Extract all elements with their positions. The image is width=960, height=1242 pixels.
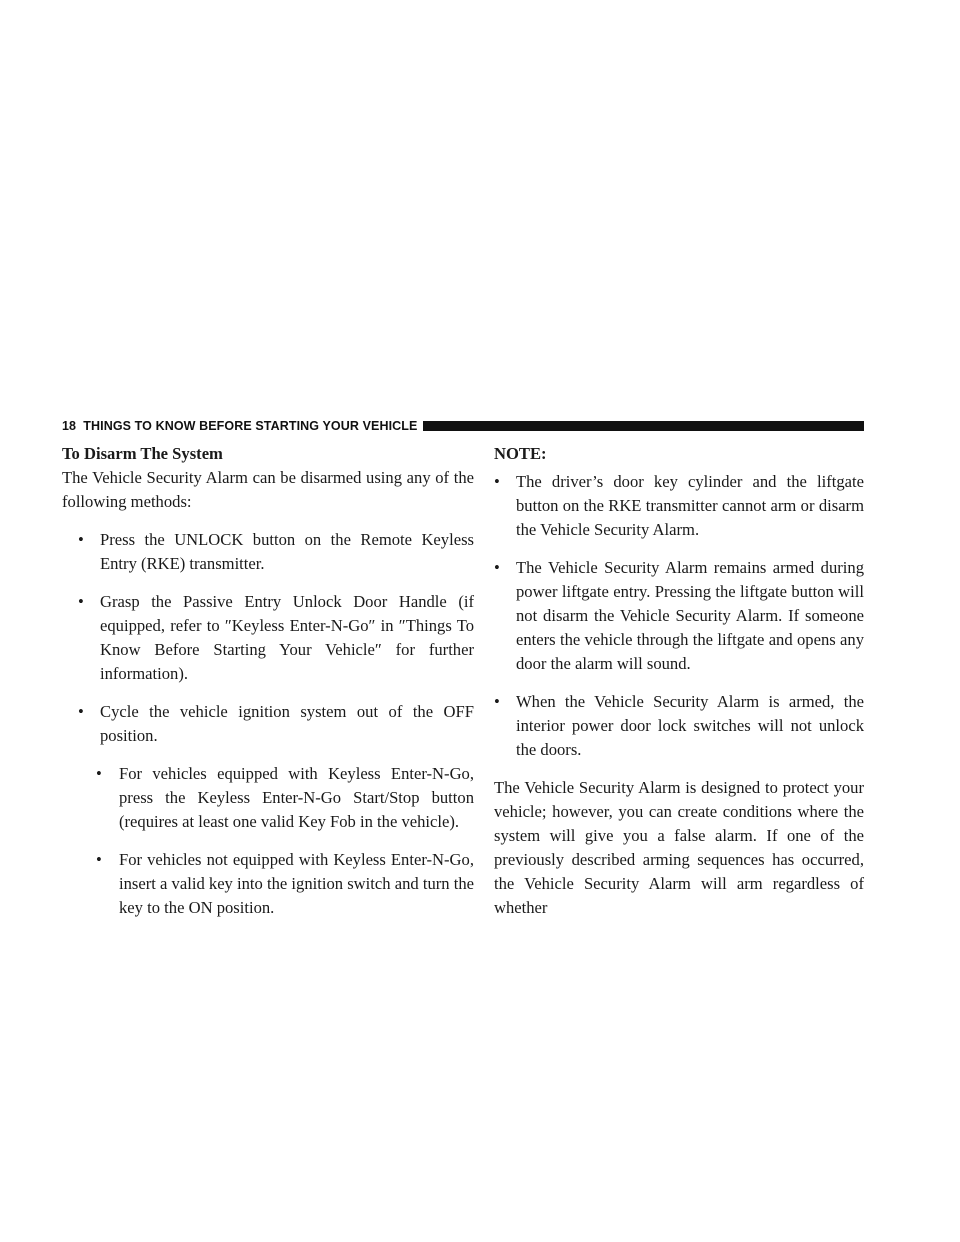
section-heading: To Disarm The System xyxy=(62,444,223,463)
list-item-text: Press the UNLOCK button on the Remote Keyless Entry (RKE) transmitter. xyxy=(100,530,474,573)
bullet-icon: • xyxy=(494,472,500,491)
page-header xyxy=(62,418,864,434)
bullet-icon: • xyxy=(78,592,84,611)
right-column xyxy=(494,442,864,934)
sub-list-item xyxy=(62,762,474,834)
page-number: 18 xyxy=(62,419,77,433)
list-item xyxy=(62,700,474,748)
note-heading: NOTE: xyxy=(494,444,547,463)
left-column xyxy=(62,442,474,934)
sub-list-item xyxy=(62,848,474,920)
bullet-icon: • xyxy=(96,850,102,869)
note-item xyxy=(494,690,864,762)
bullet-icon: • xyxy=(494,558,500,577)
section-title: THINGS TO KNOW BEFORE STARTING YOUR VEHICLE xyxy=(83,419,418,433)
list-item-text: Grasp the Passive Entry Unlock Door Handle (if equipped, refer to ″Keyless Enter-N-Go″ in ″Things To Know Before Starting Your Vehicle″ for further information). xyxy=(100,592,474,683)
bullet-icon: • xyxy=(78,702,84,721)
closing-paragraph: The Vehicle Security Alarm is designed to protect your vehicle; however, you can create conditions where the system will give you a false alarm. If one of the previously described arming sequences has occurred, the Vehicle Security Alarm will arm regardless of whether xyxy=(494,778,864,917)
header-text xyxy=(62,419,417,433)
note-item xyxy=(494,556,864,676)
sub-list-item-text: For vehicles equipped with Keyless Enter-N-Go, press the Keyless Enter-N-Go Start/Stop button (requires at least one valid Key Fob in the vehicle). xyxy=(119,764,474,831)
bullet-icon: • xyxy=(96,764,102,783)
sub-list-item-text: For vehicles not equipped with Keyless Enter-N-Go, insert a valid key into the ignition switch and turn the key to the ON position. xyxy=(119,850,474,917)
note-item xyxy=(494,470,864,542)
header-rule xyxy=(423,421,864,431)
list-item xyxy=(62,528,474,576)
note-item-text: The driver’s door key cylinder and the liftgate button on the RKE transmitter cannot arm or disarm the Vehicle Security Alarm. xyxy=(516,472,864,539)
list-item-text: Cycle the vehicle ignition system out of the OFF position. xyxy=(100,702,474,745)
list-item xyxy=(62,590,474,686)
bullet-icon: • xyxy=(78,530,84,549)
note-item-text: The Vehicle Security Alarm remains armed during power liftgate entry. Pressing the liftgate button will not disarm the Vehicle Security Alarm. If someone enters the vehicle through the liftgate and opens any door the alarm will sound. xyxy=(516,558,864,673)
note-item-text: When the Vehicle Security Alarm is armed, the interior power door lock switches will not unlock the doors. xyxy=(516,692,864,759)
intro-paragraph: The Vehicle Security Alarm can be disarmed using any of the following methods: xyxy=(62,468,474,511)
bullet-icon: • xyxy=(494,692,500,711)
